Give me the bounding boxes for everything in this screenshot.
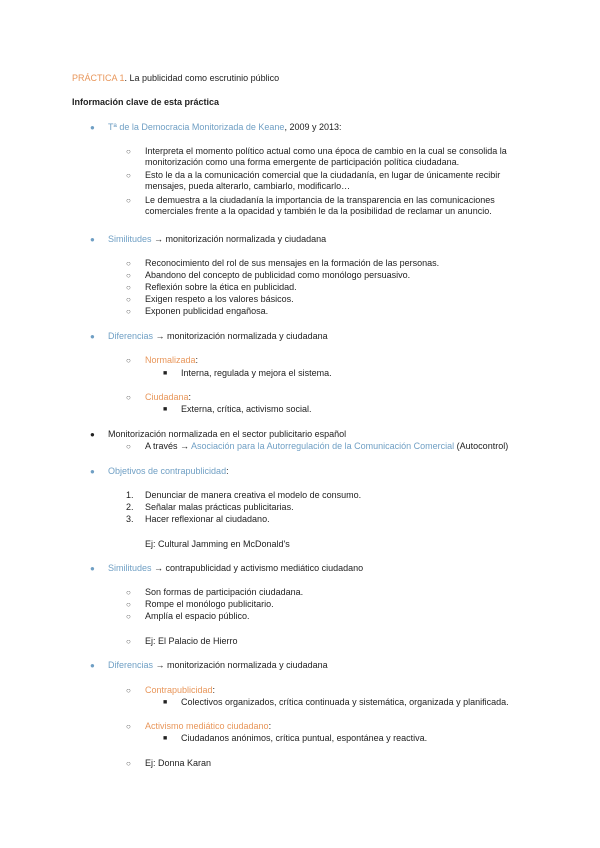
similitudes-2-rest: → contrapublicidad y activismo mediático ciudadano <box>151 563 364 573</box>
bullet-dot-icon: ● <box>90 332 95 341</box>
example-donna-karan: Ej: Donna Karan <box>145 758 212 768</box>
normalizada-label <box>145 355 198 366</box>
autocontrol-suffix: (Autocontrol) <box>454 441 509 451</box>
bullet-circle-icon: ○ <box>126 722 131 731</box>
ciudadana-link[interactable]: Ciudadana <box>145 392 189 402</box>
objetivo-item: Señalar malas prácticas publicitarias. <box>145 502 294 512</box>
bullet-square-icon: ■ <box>163 699 168 706</box>
bullet-circle-icon: ○ <box>126 295 131 304</box>
objetivo-item: Hacer reflexionar al ciudadano. <box>145 514 270 524</box>
bullet-square-icon: ■ <box>163 735 168 742</box>
keane-point-1-line-1: Interpreta el momento político actual como una época de cambio en la cual se consolida la <box>145 146 507 156</box>
objetivos-link[interactable]: Objetivos de contrapublicidad <box>108 466 227 476</box>
similitudes-2 <box>108 563 363 574</box>
bullet-circle-icon: ○ <box>126 442 131 451</box>
bullet-dot-icon: ● <box>90 467 95 476</box>
keane-link[interactable]: Tª de la Democracia Monitorizada de Keane <box>108 122 285 132</box>
similitudes-1-item: Reflexión sobre la ética en publicidad. <box>145 282 297 292</box>
bullet-circle-icon: ○ <box>126 759 131 768</box>
bullet-square-icon: ■ <box>163 370 168 377</box>
similitudes-1-item: Abandono del concepto de publicidad como monólogo persuasivo. <box>145 270 411 280</box>
keane-point-2-line-1: Esto le da a la comunicación comercial que la ciudadanía, en lugar de únicamente recibir <box>145 170 501 180</box>
ciudadana-item: Externa, crítica, activismo social. <box>181 404 312 414</box>
contrapublicidad-link[interactable]: Contrapublicidad <box>145 685 213 695</box>
colon: : <box>195 355 199 365</box>
a-traves: A través → <box>145 441 192 451</box>
colon: : <box>226 466 229 476</box>
diferencias-2-link[interactable]: Diferencias <box>108 660 154 670</box>
activismo-link[interactable]: Activismo mediático ciudadano <box>145 721 269 731</box>
similitudes-2-item: Amplía el espacio público. <box>145 611 250 621</box>
colon: : <box>268 721 272 731</box>
example-palacio: Ej: El Palacio de Hierro <box>145 636 238 646</box>
similitudes-2-item: Son formas de participación ciudadana. <box>145 587 304 597</box>
bullet-dot-icon: ● <box>90 564 95 573</box>
diferencias-1 <box>108 331 328 342</box>
colon: : <box>212 685 216 695</box>
contrapublicidad-item: Colectivos organizados, crítica continuada y sistemática, organizada y planificada. <box>181 697 509 707</box>
keane-point-1-line-2: monitorización como una forma emergente de participación política ciudadana. <box>145 157 460 167</box>
normalizada-link[interactable]: Normalizada <box>145 355 196 365</box>
diferencias-2-rest: → monitorización normalizada y ciudadana <box>153 660 328 670</box>
diferencias-1-link[interactable]: Diferencias <box>108 331 154 341</box>
keane-rest: , 2009 y 2013: <box>284 122 342 132</box>
info-heading: Información clave de esta práctica <box>72 97 220 107</box>
similitudes-1-item: Exponen publicidad engañosa. <box>145 306 269 316</box>
bullet-dot-icon: ● <box>90 123 95 132</box>
keane-point-3-line-2: comerciales frente a la opacidad y también le da la posibilidad de reclamar un anuncio. <box>145 206 492 216</box>
ciudadana-label <box>145 392 191 403</box>
bullet-circle-icon: ○ <box>126 147 131 156</box>
autocontrol-link[interactable]: Asociación para la Autorregulación de la Comunicación Comercial <box>191 441 455 451</box>
keane-item <box>108 122 341 133</box>
bullet-circle-icon: ○ <box>126 356 131 365</box>
monitorizacion-sector: Monitorización normalizada en el sector publicitario español <box>108 429 347 439</box>
bullet-circle-icon: ○ <box>126 307 131 316</box>
keane-point-2-line-2: mensajes, pueda alterarlo, cambiarlo, modificarlo… <box>145 181 351 191</box>
bullet-circle-icon: ○ <box>126 600 131 609</box>
example-mcdonalds: Ej: Cultural Jamming en McDonald's <box>145 539 290 549</box>
contrapublicidad-label <box>145 685 215 696</box>
activismo-label <box>145 721 271 732</box>
list-number: 3. <box>126 514 134 524</box>
objetivo-item: Denunciar de manera creativa el modelo de consumo. <box>145 490 362 500</box>
bullet-circle-icon: ○ <box>126 637 131 646</box>
list-number: 1. <box>126 490 134 500</box>
similitudes-1 <box>108 234 326 245</box>
bullet-circle-icon: ○ <box>126 588 131 597</box>
bullet-square-icon: ■ <box>163 406 168 413</box>
practice-label: PRÁCTICA 1 <box>72 73 125 83</box>
similitudes-2-item: Rompe el monólogo publicitario. <box>145 599 274 609</box>
autocontrol-line <box>145 441 508 452</box>
bullet-circle-icon: ○ <box>126 686 131 695</box>
diferencias-1-rest: → monitorización normalizada y ciudadana <box>153 331 328 341</box>
bullet-dot-icon: ● <box>90 235 95 244</box>
practice-title <box>72 73 279 84</box>
bullet-circle-icon: ○ <box>126 612 131 621</box>
bullet-circle-icon: ○ <box>126 196 131 205</box>
similitudes-1-rest: → monitorización normalizada y ciudadana <box>151 234 327 244</box>
colon: : <box>188 392 192 402</box>
normalizada-item: Interna, regulada y mejora el sistema. <box>181 368 332 378</box>
bullet-circle-icon: ○ <box>126 271 131 280</box>
bullet-circle-icon: ○ <box>126 393 131 402</box>
practice-title-rest: . La publicidad como escrutinio público <box>124 73 280 83</box>
similitudes-2-link[interactable]: Similitudes <box>108 563 152 573</box>
similitudes-1-item: Reconocimiento del rol de sus mensajes en la formación de las personas. <box>145 258 440 268</box>
list-number: 2. <box>126 502 134 512</box>
bullet-dot-icon: ● <box>90 661 95 670</box>
similitudes-1-link[interactable]: Similitudes <box>108 234 152 244</box>
bullet-dot-icon: ● <box>90 430 95 439</box>
keane-point-3-line-1: Le demuestra a la ciudadanía la importancia de la transparencia en las comunicaciones <box>145 195 495 205</box>
bullet-circle-icon: ○ <box>126 283 131 292</box>
bullet-circle-icon: ○ <box>126 171 131 180</box>
similitudes-1-item: Exigen respeto a los valores básicos. <box>145 294 294 304</box>
bullet-circle-icon: ○ <box>126 259 131 268</box>
objetivos <box>108 466 229 477</box>
diferencias-2 <box>108 660 328 671</box>
activismo-item: Ciudadanos anónimos, crítica puntual, espontánea y reactiva. <box>181 733 428 743</box>
